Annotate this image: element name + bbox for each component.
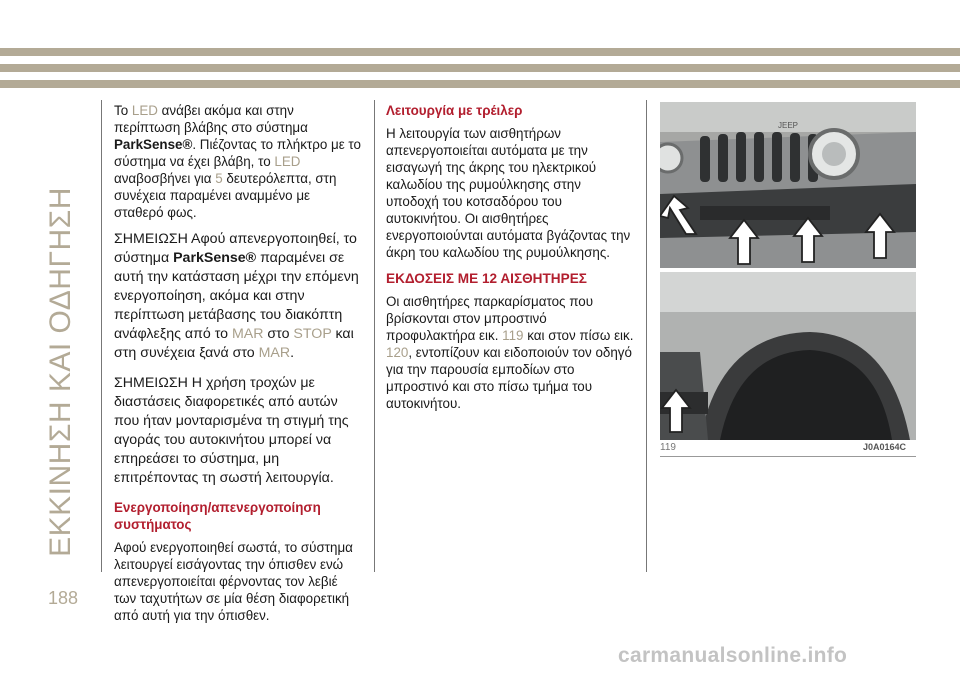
- figure-119-photo: [660, 102, 916, 440]
- divider: [374, 100, 375, 572]
- paragraph-activation: Αφού ενεργοποιηθεί σωστά, το σύστημα λειτουργεί εισάγοντας την όπισθεν ενώ απενεργοποιείται φέρνοντας τον λεβιέ των ταχυτήτων σε μία θέση διαφορετική από αυτή για την όπισθεν.: [114, 540, 353, 623]
- badge-text: JEEP: [778, 121, 799, 130]
- divider: [646, 100, 647, 572]
- header-stripe: [0, 80, 960, 88]
- heading-12-sensors: ΕΚΔΟΣΕΙΣ ΜΕ 12 ΑΙΣΘΗΤΗΡΕΣ: [386, 271, 587, 286]
- header-band: [0, 0, 960, 88]
- note-wheel-size: ΣΗΜΕΙΩΣΗ Η χρήση τροχών με διαστάσεις διαφορετικές από αυτών που ήταν μονταρισμένα τη στιγμή της αγοράς του αυτοκινήτου μπορεί να επηρεάσει το σύστημα, μη επιτρέποντας τη σωστή λειτουργία.: [114, 375, 349, 486]
- note-deactivation: ΣΗΜΕΙΩΣΗ Αφού απενεργοποιηθεί, το σύστημα ParkSense® παραμένει σε αυτή την κατάσταση μέχρι την επόμενη ενεργοποίηση, ακόμα και στην περίπτωση μετάβασης του διακόπτη ανάφλεξης από το MAR στο STOP και στη συνέχεια ξανά στο MAR.: [114, 231, 359, 361]
- figure-number: 119: [660, 442, 676, 453]
- page-number: 188: [48, 588, 79, 608]
- heading-trailer: Λειτουργία με τρέιλερ: [386, 103, 523, 118]
- text-column-left: [114, 102, 362, 633]
- figure-code: J0A0164C: [862, 442, 906, 452]
- heading-activation: Ενεργοποίηση/απενεργοποίηση συστήματος: [114, 500, 321, 532]
- divider: [101, 100, 102, 572]
- header-stripe: [0, 48, 960, 56]
- watermark: carmanualsonline.info: [618, 644, 848, 667]
- figure-caption: [660, 442, 916, 453]
- paragraph-trailer: Η λειτουργία των αισθητήρων απενεργοποιείται αυτόματα με την εισαγωγή της άκρης του ηλεκτρικού καλωδίου της ρυμούλκησης στην υποδοχή του κοτσαδόρου του αυτοκινήτου. Οι αισθητήρες ενεργοποιούνται αυτόματα βγάζοντας την άκρη του καλωδίου της ρυμούλκησης.: [386, 126, 631, 260]
- car-bumper-illustration: [660, 102, 916, 440]
- paragraph-led-fault: Το LED ανάβει ακόμα και στην περίπτωση βλάβης στο σύστημα ParkSense®. Πιέζοντας το πλήκτρο με το σύστημα να έχει βλάβη, το LED αναβοσβήνει για 5 δευτερόλεπτα, στη συνέχεια παραμένει αναμμένο με σταθερό φως.: [114, 103, 361, 220]
- caption-rule: [660, 456, 916, 457]
- header-stripe: [0, 64, 960, 72]
- section-title-text: ΕΚΚΙΝΗΣΗ ΚΑΙ ΟΔΗΓΗΣΗ: [44, 187, 77, 557]
- text-column-middle: [386, 102, 634, 421]
- paragraph-12-sensors: Οι αισθητήρες παρκαρίσματος που βρίσκονται στον μπροστινό προφυλακτήρα εικ. 119 και στον πίσω εικ. 120, εντοπίζουν και ειδοποιούν τον οδηγό για την παρουσία εμποδίων στο μπροστινό και στο πίσω τμήμα του αυτοκινήτου.: [386, 294, 634, 411]
